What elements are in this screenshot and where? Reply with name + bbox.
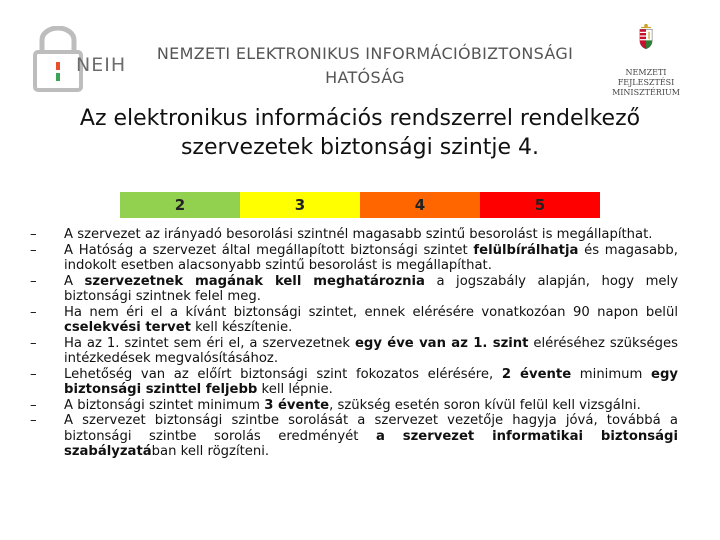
bullet-dash: – (30, 304, 37, 320)
emphasis-text: egy biztonsági szinttel feljebb (64, 366, 679, 397)
level-3: 3 (240, 192, 360, 218)
slide-title-line1: Az elektronikus információs rendszerrel rendelkező (79, 106, 641, 131)
ministry-line2: MINISZTÉRIUM (612, 88, 680, 97)
level-5: 5 (480, 192, 600, 218)
list-item (30, 243, 678, 274)
bullet-list (30, 227, 678, 460)
list-item-text: és magasabb, indokolt esetben alacsonyabb szintű besorolást is megállapíthat. (64, 242, 678, 273)
security-level-scale (120, 192, 600, 218)
bullet-dash: – (30, 335, 37, 351)
emphasis-text: 2 évente (501, 366, 572, 382)
bullet-dash: – (30, 242, 37, 258)
list-item-text: Ha az 1. szintet sem éri el, a szervezetnek (64, 335, 355, 351)
list-item-text: a jogszabály alapján, hogy mely biztonsági szintnek felel meg. (64, 273, 679, 304)
bullet-dash: – (30, 273, 37, 289)
list-item-text: A biztonsági szintet minimum (64, 397, 265, 413)
list-item-text: kell készítenie. (190, 320, 293, 335)
neih-logo (16, 12, 136, 92)
emphasis-text: felülbírálhatja (473, 242, 579, 258)
emphasis-text: 3 évente (264, 397, 330, 413)
ministry-name (598, 68, 694, 98)
level-2: 2 (120, 192, 240, 218)
list-item-text: Ha nem éri el a kívánt biztonsági szintet, ennek elérésére vonatkozóan 90 napon belül (64, 304, 678, 320)
list-item (30, 398, 678, 414)
level-4: 4 (360, 192, 480, 218)
list-item (30, 336, 678, 367)
slide-title-line2: szervezetek biztonsági szintje 4. (180, 135, 540, 160)
list-item-text: Lehetőség van az előírt biztonsági szint fokozatos elérésére, (64, 366, 502, 382)
list-item (30, 367, 678, 398)
slide-title (40, 104, 680, 162)
list-item-text: minimum (571, 366, 652, 382)
coat-of-arms-icon (598, 22, 694, 66)
list-item-text: A szervezet biztonsági szintbe sorolását a szervezet vezetője hagyja jóvá, továbbá a biztonsági szintbe sorolás eredményét (64, 413, 678, 444)
list-item-text: A szervezet az irányadó besorolási szintnél magasabb szintű besorolást is megállapíthat. (64, 227, 653, 242)
list-item (30, 413, 678, 460)
emphasis-text: cselekvési tervet (64, 320, 191, 335)
list-item-text: kell lépnie. (257, 382, 333, 397)
list-item (30, 274, 678, 305)
list-item-text: A (64, 273, 85, 289)
list-item (30, 227, 678, 243)
bullet-dash: – (30, 227, 37, 242)
bullet-dash: – (30, 366, 37, 382)
org-name-line1: NEMZETI ELEKTRONIKUS INFORMÁCIÓBIZTONSÁGI (156, 44, 574, 63)
list-item-text: eléréséhez szükséges intézkedések megvalósításához. (64, 335, 678, 366)
ministry-line1: NEMZETI FEJLESZTÉSI (617, 68, 675, 87)
bullet-dash: – (30, 397, 37, 413)
emphasis-text: egy éve van az 1. szint (354, 335, 529, 351)
list-item-text: ban kell rögzíteni. (151, 444, 270, 459)
emphasis-text: a szervezet informatikai biztonsági szabályzatá (64, 428, 679, 459)
org-name-line2: HATÓSÁG (325, 68, 405, 87)
neih-logo-text: NEIH (76, 54, 127, 76)
org-name (150, 42, 580, 90)
list-item-text: , szükség esetén soron kívül felül kell vizsgálni. (329, 397, 641, 413)
list-item (30, 305, 678, 336)
list-item-text: A Hatóság a szervezet által megállapított biztonsági szintet (64, 242, 474, 258)
bullet-dash: – (30, 413, 37, 428)
emphasis-text: szervezetnek magának kell meghatároznia (84, 273, 425, 289)
